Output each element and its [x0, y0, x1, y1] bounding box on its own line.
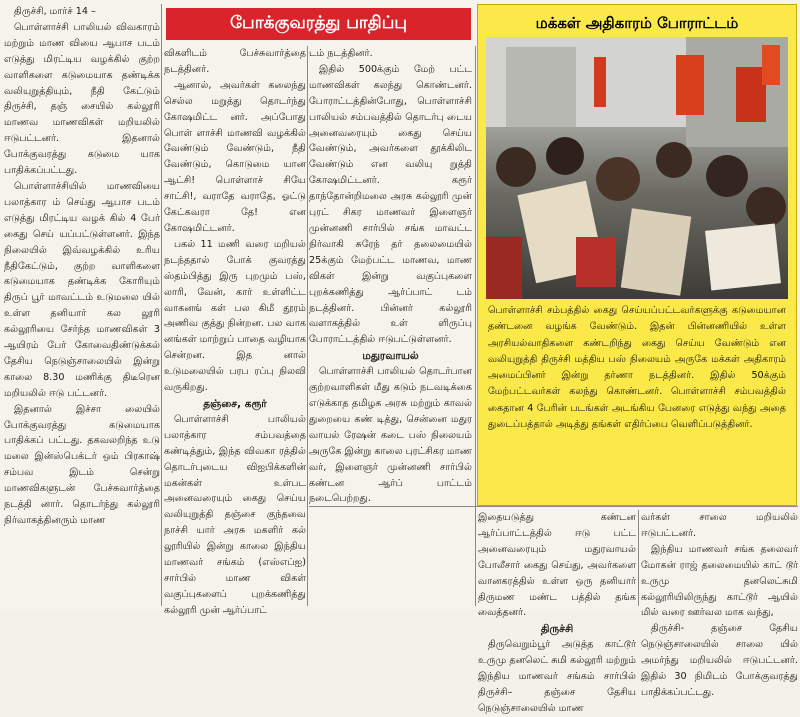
paragraph: டம் நடத்தினர்.	[309, 48, 373, 59]
paragraph: பொள்ளாச்சி பாலியல் பலாத்கார சம்பவத்தை கண்டித்தும், இந்த விவகா ரத்தில் தொடர்புடைய விஐபிக்களின் மகன்கள் உள்பட அனைவரையும் கைது செய்ய வலியுறுத்தி தஞ்சை குந்தவை நாச்சி யார் அரசு மகளிர் கல் லூரியில் இன்று காலை இந்திய மாணவர் சங்கம் (எஸ்எப்ஐ) சார்பில் மாண விகள் வகுப்புகளைப் புறக்கணித்து கல்லூரி முன் ஆர்ப்பாட்	[164, 413, 306, 616]
paragraph: இதையடுத்து கண்டன ஆர்ப்பாட்டத்தில் ஈடு பட்ட அனைவரையும் மதுரவாயல் போலீசார் கைது செய்து, அவர்களை வானகரத்தில் உள்ள ஒரு தனியார் திருமண மண்ட பத்தில் தங்க வைத்தனர்.	[478, 512, 636, 619]
column-divider	[475, 46, 476, 606]
subheading: மதுரவாயல்	[362, 350, 419, 363]
subheading: தஞ்சை, கரூர்	[203, 397, 267, 410]
headline-banner: போக்குவரத்து பாதிப்பு	[166, 8, 471, 40]
article-column-3	[309, 46, 472, 504]
paragraph: ஆனால், அவர்கள் கலைந்து செல்ல மறுத்து தொடர்ந்து கோஷமிட்ட னர். அப்போது பொள் ளாச்சி மாணவி வழக்கில் வேண்டும் வேண்டும், நீதி வேண்டும், கொடுமை யான ஆட்சி! பொள்ளாச் சியே சாட்சி!, வராதே வராதே, ஓட்டு கேட்கவரா தே! என கோஷமிட்டனர்.	[164, 79, 306, 234]
paragraph: இதில் 500க்கும் மேற் பட்ட மாணவிகள் கலந்து கொண்டனர். போராட்டத்தின்போது, பொள்ளாச்சி பாலியல் சம்பவத்தில் தொடர்பு டைய அனைவரையும் கைது செய்ய வேண்டும், அவர்களை தூக்கிலிட வேண்டும் என வலியு றுத்தி கோஷமிட்டனர். கரூர் தாந்தோன்றிமலை அரசு கல்லூரி முன் புரட் சிகர மாணவர் இளைஞர் முன்னணி சார்பில் சங்க மாவட்ட நிர்வாகி சுரேந் தர் தலைமையில் 25க்கும் மேற்பட்ட மாணவ, மாண விகள் இன்று வகுப்புகளை புறக்கணித்து ஆர்ப்பாட் டம் நடத்தினர். பின்னர் கல்லூரி வளாகத்தில் உள் ளிருப்பு போராட்டத்தில் ஈடுபட்டுள்ளனர்.	[309, 63, 472, 346]
column-divider	[161, 4, 162, 606]
article-column-2	[164, 46, 306, 616]
article-column-4	[641, 510, 798, 698]
column-divider	[638, 510, 639, 606]
box-title: மக்கள் அதிகாரம் போராட்டம்	[486, 11, 788, 35]
paragraph: பகல் 11 மணி வரை மறியல் நடந்ததால் போக் குவரத்து ஸ்தம்பித்து இரு புறமும் பஸ், லாரி, வேன், கார் உள்ளிட்ட வாகனங் கள் பல கிமீ தூரம் அணிவ குத்து நின்றன. பல வாக னங்கள் மாற்றுப் பாதை வழியாக சென்றன. இத னால் உடுமலையில் பரப ரப்பு நிலவி வருகிறது.	[164, 238, 306, 394]
horizontal-rule	[309, 506, 798, 507]
photo-caption: பொள்ளாச்சி சம்பத்தில் கைது செய்யப்பட்டவர்களுக்கு கடுமையான தண்டனை வழங்க வேண்டும். இதன் பின்னணியில் உள்ள அரசியல்வாதிகளை கண்டறிந்து கைது செய்ய வேண்டும் என வலியுறுத்தி திருச்சி மத்திய பஸ் நிலையம் அருகே மக்கள் அதிகாரம் அமைப்பினர் இன்று தர்ணா நடத்தினர். இதில் 50க்கும் மேற்பட்டவர்கள் கலந்து கொண்டனர். பொள்ளாச்சி சம்பவத்தில் கைதான 4 பேரின் படங்கள் அடங்கிய பேனரை எடுத்து வந்து அதை துடைப்பத்தால் அடித்து தங்கள் எதிர்ப்பை வெளிப்படுத்தினர்.	[488, 305, 786, 431]
column-divider	[307, 46, 308, 606]
article-column-3-bottom	[478, 510, 636, 714]
article-column-1	[4, 4, 160, 608]
protest-photo	[486, 37, 788, 299]
paragraph: பொள்ளாச்சியில் மாணவியை பலாத்கார ம் செய்து ஆபாச படம் எடுத்து மிரட்டிய வழக் கில் 4 பேர் கைது செய் யப்பட்டுள்ளனர். இந்த நிலையில் இவ்வழக்கில் உரிய நீதிகேட்டும், குற்ற வாளிகளை கடுமையாக தண்டிக்க கோரியும் திருப் பூர் மாவட்டம் உடுமலை யில் உள்ள தனியார் கல லூரி கல்லூரியை சேர்ந்த மாணவிகள் 3 ஆயிரம் பேர் கோவைதிண்டுக்கல் தேசிய நெடுஞ்சாலையில் இன்று காலை 8.30 மணிக்கு திடீரென மறியலில் ஈடு பட்டனர்.	[4, 180, 160, 399]
paragraph: பொள்ளாச்சி பாலியல் தொடர்பான குற்றவாளிகள் மீது கடும் நடவடிக்கை எடுக்காத தமிழக அரசு மற்றும் காவல் துறையை கண் டித்து, சென்னை மதுர வாயல் ரேஷன் கடை பஸ் நிலையம் அருகே இன்று காலை புரட்சிகர மாண வர், இளைஞர் முன்னணி சார்பில் கண்டன ஆர்ப் பாட்டம் நடைபெற்றது.	[309, 366, 472, 505]
paragraph: திருவெறும்பூர் அடுத்த காட்டூர் உருமு தனலெட் சுமி கல்லூரி மற்றும் இந்திய மாணவர் சங்கம் சார்பில் திருச்சி– தஞ்சை தேசிய நெடுஞ்சாலையில் மாண	[478, 639, 636, 714]
paragraph: திருச்சி- தஞ்சை தேசிய நெடுஞ்சாலையில் சாலை யில் அமர்ந்து மறியலில் ஈடுபட்டனர். இதில் 30 நிமிடம் போக்குவரத்து பாதிக்கப்பட்டது.	[641, 623, 798, 698]
paragraph: இந்திய மாணவர் சங்க தலைவர் மோகன் ராஜ் தலைமையில் காட் டூர் உருமு தனலெட்சுமி கல்லூரியிலிருந்து காட்டூர் ஆயில் மில் வரை ஊர்வல மாக வந்து,	[641, 543, 798, 619]
paragraph: விகளிடம் பேச்சுவார்த்தை நடத்தினர்.	[164, 48, 306, 75]
paragraph: வர்கள் சாலை மறியலில் ஈடுபட்டனர்.	[641, 512, 798, 539]
subheading: திருச்சி	[540, 623, 574, 636]
paragraph: இதனால் இச்சா லையில் போக்குவரத்து கடுமையாக பாதிக்கப் பட்டது. தகவலறிந்த உடு மலை இன்ஸ்பெக்டர் ஒம் பிரகாஷ் சம்பவ இடம் சென்று மாணவிகளுடன் பேச்சுவார்த்தை நடத்தி னார். தொடர்ந்து கல்லூரி நிர்வாகத்தினரும் மாண	[4, 403, 160, 526]
boxed-story	[477, 4, 797, 506]
paragraph: பொள்ளாச்சி பாலியல் விவகாரம் மற்றும் மாண வியை ஆபாச படம் எடுத்து மிரட்டிய வழக்கில் குற்ற வாளிகளை கடுமையாக தண்டிக்க வலியுறுத்தியும், நீதி கேட்டும் திருச்சி, தஞ் சையில் கல்லூரி மாணவ மாணவிகள் மறியலில் ஈடுபட்டனர். இதனால் போக்குவரத்து கடுமை யாக பாதிக்கப்பட்டது.	[4, 21, 160, 177]
dateline: திருச்சி, மார்ச் 14 –	[14, 6, 96, 17]
